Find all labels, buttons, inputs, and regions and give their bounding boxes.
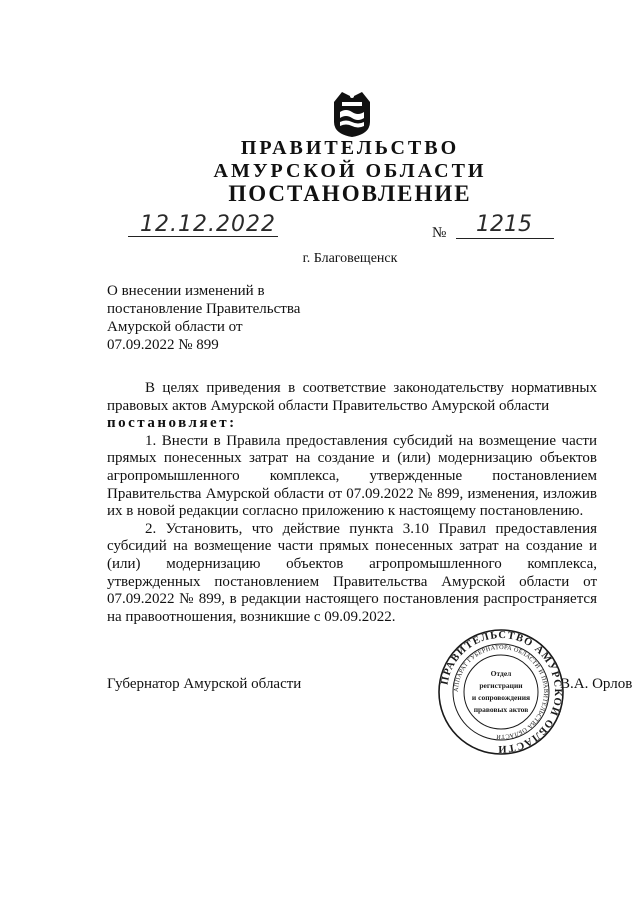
document-type: ПОСТАНОВЛЕНИЕ [228, 181, 472, 206]
official-stamp [437, 628, 565, 756]
stamp-middle-text: АППАРАТ ГУБЕРНАТОРА ОБЛАСТИ И ПРАВИТЕЛЬСТВА ОБЛАСТИ [452, 643, 550, 741]
signatory-name: В.А. Орлов [560, 676, 633, 692]
subject-line: постановление Правительства [107, 301, 301, 317]
subject-line: Амурской области от [107, 319, 243, 335]
document-body [107, 380, 597, 626]
subject-line: 07.09.2022 № 899 [107, 337, 219, 353]
document-date: 12.12.2022 [140, 212, 276, 237]
resolves-word: постановляет: [107, 415, 237, 432]
city: г. Благовещенск [302, 251, 398, 266]
stamp-center-line: и сопровождения [471, 693, 531, 702]
item-2: 2. Установить, что действие пункта 3.10 Правил предоставления субсидий на возмещение части прямых понесенных затрат на создание и (или) модернизацию объектов агропромышленного комплекса, утвержденных постановлением Правительства Амурской области от 07.09.2022 № 899, в редакции настоящего постановления распространяется на правоотношения, возникшие с 09.09.2022. [107, 520, 597, 625]
document-subject [107, 282, 317, 354]
preamble: В целях приведения в соответствие законодательству нормативных правовых актов Амурской области Правительство Амурской области [107, 380, 597, 414]
coat-of-arms-icon [330, 88, 374, 138]
document-number: 1215 [476, 212, 532, 237]
org-title-line1: ПРАВИТЕЛЬСТВО [240, 137, 460, 159]
number-underline [456, 238, 554, 239]
stamp-center-line: регистрации [479, 681, 523, 690]
stamp-center-line: правовых актов [473, 705, 529, 714]
signatory-title: Губернатор Амурской области [107, 676, 302, 692]
item-1: 1. Внести в Правила предоставления субсидий на возмещение части прямых понесенных затрат на создание и (или) модернизацию объектов агропромышленного комплекса, утвержденные постановлением Правительства Амурской области от 07.09.2022 № 899, изменения, изложив их в новой редакции согласно приложению к настоящему постановлению. [107, 432, 597, 520]
stamp-center-line: Отдел [490, 669, 512, 678]
org-title-line2: АМУРСКОЙ ОБЛАСТИ [213, 160, 487, 182]
subject-line: О внесении изменений в [107, 283, 265, 299]
stamp-outer-text: ПРАВИТЕЛЬСТВО АМУРСКОЙ ОБЛАСТИ [439, 629, 564, 755]
number-label: № [432, 225, 447, 241]
date-underline [128, 236, 278, 237]
